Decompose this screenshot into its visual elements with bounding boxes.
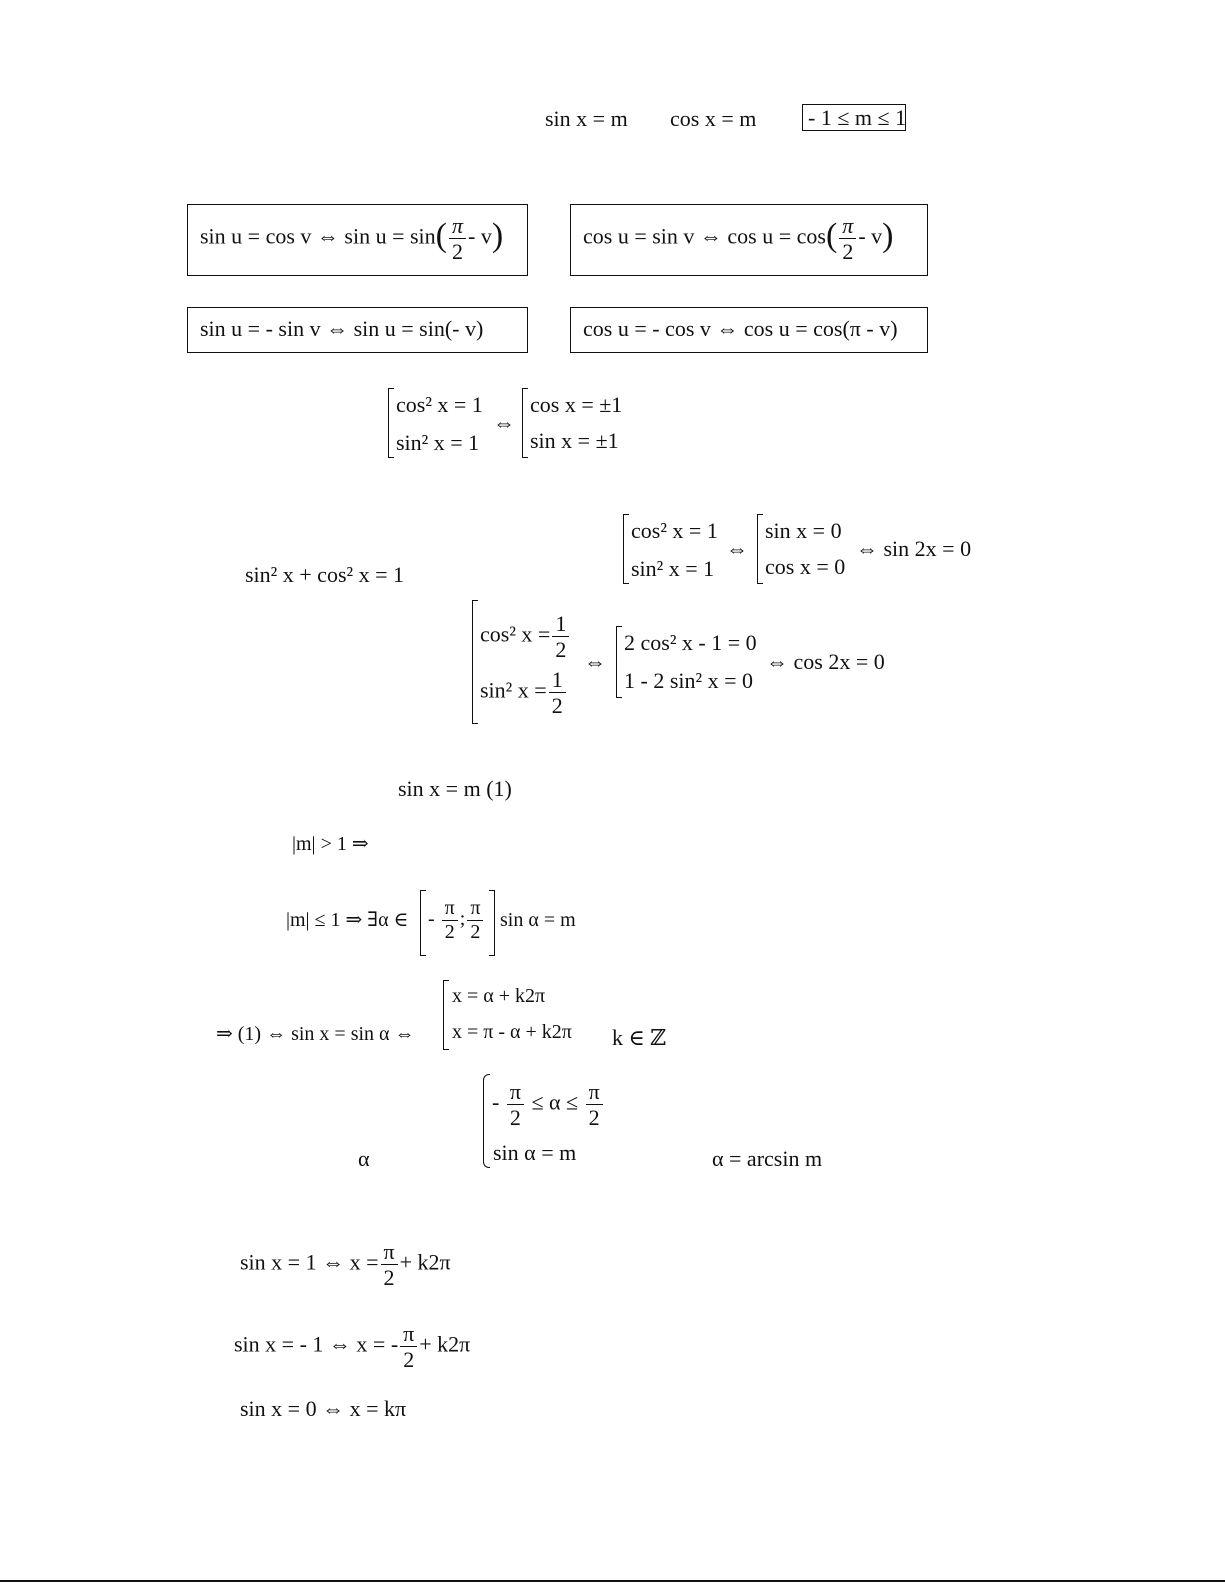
system1-right-bracket bbox=[522, 388, 528, 458]
identity-1-frac: $\frac{\pi}{2}$ bbox=[449, 214, 466, 263]
alpha-frac-1: $\frac{\pi}{2}$ bbox=[507, 1080, 524, 1129]
system3-right-bracket bbox=[616, 626, 622, 698]
system3-arrow: ⇔ bbox=[584, 649, 606, 674]
system1-left-row-1: cos² x = 1 bbox=[396, 392, 483, 417]
special-case-2: sin x = - 1 ⇔ x = - $\frac{\pi}{2}$ + k2π bbox=[234, 1321, 471, 1373]
special-2-frac: $\frac{\pi}{2}$ bbox=[400, 1322, 417, 1371]
interval-content: - $\frac{\pi}{2}$ ; $\frac{\pi}{2}$ bbox=[428, 898, 485, 943]
system1-arrow: ⇔ bbox=[493, 410, 515, 435]
interval-left-bracket bbox=[420, 890, 426, 956]
system2-right-bracket bbox=[757, 514, 763, 584]
system3-right-row-1: 2 cos² x - 1 = 0 bbox=[624, 630, 757, 655]
identity-1: sin u = cos v ⇔ sin u = sin( $\frac{\pi}{2}$ - v) bbox=[200, 213, 504, 265]
alpha-symbol: α bbox=[358, 1146, 370, 1171]
system3-frac-1: $\frac{1}{2}$ bbox=[552, 612, 569, 661]
eq-sin-x-m: sin x = m bbox=[545, 106, 628, 131]
eq-cos-x-m: cos x = m bbox=[670, 106, 757, 131]
system1-right-row-1: cos x = ±1 bbox=[530, 392, 623, 417]
identity-1-lhs: sin u = cos v ⇔ sin u = sin bbox=[200, 223, 436, 249]
alpha-frac-2: $\frac{\pi}{2}$ bbox=[586, 1080, 603, 1129]
system3-right-row-2: 1 - 2 sin² x = 0 bbox=[624, 668, 754, 693]
identity-2-tail: - v bbox=[858, 223, 883, 249]
system2-left-row-2: sin² x = 1 bbox=[631, 556, 715, 581]
solution-prefix: ⇒ (1) ⇔ sin x = sin α ⇔ bbox=[216, 1023, 415, 1045]
interval-frac-1: $\frac{\pi}{2}$ bbox=[442, 898, 458, 943]
identity-2-lhs: cos u = sin v ⇔ cos u = cos bbox=[583, 223, 826, 249]
system3-frac-2: $\frac{1}{2}$ bbox=[549, 668, 566, 717]
system2-left-bracket bbox=[623, 514, 629, 584]
solution-domain: k ∈ ℤ bbox=[612, 1025, 667, 1050]
system2-left-row-1: cos² x = 1 bbox=[631, 518, 718, 543]
system1-left-bracket bbox=[388, 388, 394, 458]
identity-3: sin u = - sin v ⇔ sin u = sin(- v) bbox=[200, 316, 484, 341]
system3-left-row-2: sin² x = $\frac{1}{2}$ bbox=[480, 668, 568, 717]
page-bottom-rule bbox=[0, 1580, 1225, 1582]
system3-left-bracket bbox=[472, 600, 478, 724]
system2-result: ⇔ sin 2x = 0 bbox=[856, 536, 972, 561]
alpha-system-line-2: sin α = m bbox=[493, 1140, 577, 1165]
case-m-leq-1: |m| ≤ 1 ⇒ ∃α ∈ bbox=[286, 909, 409, 931]
case2-suffix: sin α = m bbox=[500, 909, 576, 931]
system1-left-row-2: sin² x = 1 bbox=[396, 430, 480, 455]
identity-1-tail: - v bbox=[468, 223, 492, 249]
solution-line-1: x = α + k2π bbox=[452, 985, 546, 1007]
system2-arrow: ⇔ bbox=[726, 536, 748, 561]
identity-2-frac: $\frac{\pi}{2}$ bbox=[839, 214, 856, 263]
equation-1: sin x = m (1) bbox=[398, 776, 512, 801]
condition-text: - 1 ≤ m ≤ 1 bbox=[808, 105, 907, 130]
special-case-1: sin x = 1 ⇔ x = $\frac{\pi}{2}$ + k2π bbox=[240, 1239, 451, 1291]
special-1-frac: $\frac{\pi}{2}$ bbox=[381, 1240, 398, 1289]
system3-left-row-1: cos² x = $\frac{1}{2}$ bbox=[480, 612, 571, 661]
system1-right-row-2: sin x = ±1 bbox=[530, 428, 619, 453]
alpha-system-brace bbox=[483, 1074, 490, 1168]
pythagorean-identity: sin² x + cos² x = 1 bbox=[245, 562, 405, 587]
interval-frac-2: $\frac{\pi}{2}$ bbox=[467, 898, 483, 943]
system2-right-row-1: sin x = 0 bbox=[765, 518, 842, 543]
solution-line-2: x = π - α + k2π bbox=[452, 1021, 572, 1043]
case-m-greater-1: |m| > 1 ⇒ bbox=[292, 833, 369, 855]
identity-4: cos u = - cos v ⇔ cos u = cos(π - v) bbox=[583, 316, 898, 341]
system3-result: ⇔ cos 2x = 0 bbox=[766, 649, 885, 674]
system2-right-row-2: cos x = 0 bbox=[765, 554, 846, 579]
alpha-arcsin: α = arcsin m bbox=[712, 1146, 823, 1171]
alpha-system-line-1: - $\frac{\pi}{2}$ ≤ α ≤ $\frac{\pi}{2}$ bbox=[492, 1080, 605, 1129]
solution-bracket bbox=[443, 980, 449, 1050]
special-case-3: sin x = 0 ⇔ x = kπ bbox=[240, 1396, 407, 1421]
identity-2: cos u = sin v ⇔ cos u = cos( $\frac{\pi}{2}$ - v) bbox=[583, 213, 894, 265]
interval-right-bracket bbox=[489, 890, 495, 956]
